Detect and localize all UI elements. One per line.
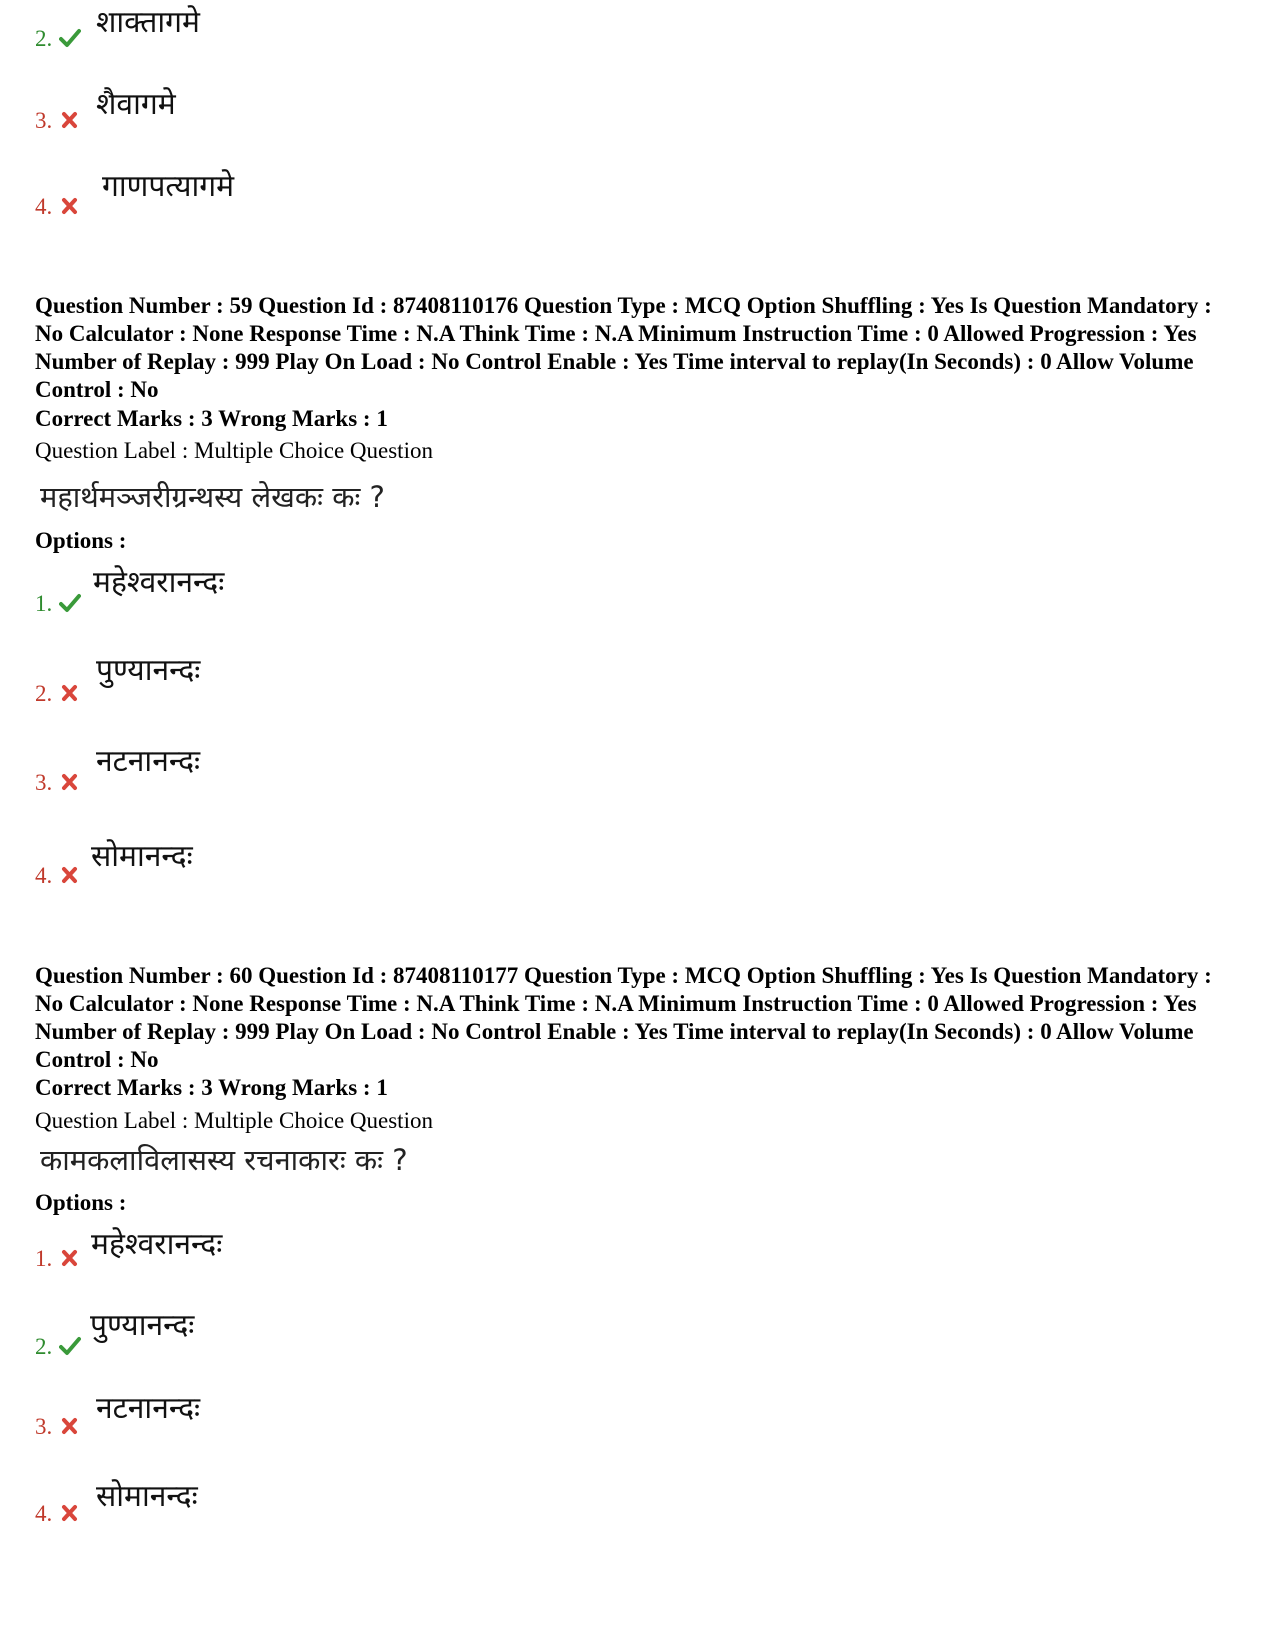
option-number: 4. (35, 1501, 53, 1526)
option-text: पुण्यानन्दः (90, 1308, 195, 1343)
options-heading: Options : (35, 528, 127, 553)
check-icon (59, 28, 81, 48)
options-heading: Options : (35, 1190, 127, 1215)
option-number: 2. (35, 681, 53, 706)
option-text: सोमानन्दः (91, 839, 193, 874)
option-number: 4. (35, 194, 53, 219)
option-number: 2. (35, 1334, 53, 1359)
question-label: Question Label : Multiple Choice Question (35, 438, 433, 463)
question-label: Question Label : Multiple Choice Question (35, 1108, 433, 1133)
option-number: 4. (35, 863, 53, 888)
option-text: नटनानन्दः (96, 744, 201, 779)
option-number: 3. (35, 108, 53, 133)
option-text: गाणपत्यागमे (102, 169, 235, 204)
cross-icon (59, 1416, 81, 1436)
check-icon (59, 1336, 81, 1356)
option-number: 1. (35, 1246, 53, 1271)
question-text: कामकलाविलासस्य रचनाकारः कः ? (40, 1143, 408, 1177)
option-number: 3. (35, 770, 53, 795)
cross-icon (59, 196, 81, 216)
question-meta: Question Number : 59 Question Id : 87408110176 Question Type : MCQ Option Shuffling : Yes Is Question Mandatory : No Calculator : None Response Time : N.A Think Time : N.A Minimum Instruction Time : 0 Allowed Progression : Yes Number of Replay : 999 Play On Load : No Control Enable : Yes Time interval to replay(In Seconds) : 0 Allow Volume Control : No (35, 293, 1212, 402)
option-text: सोमानन्दः (96, 1479, 198, 1514)
option-text: महेश्वरानन्दः (91, 1227, 223, 1262)
option-text: पुण्यानन्दः (96, 653, 201, 688)
option-number: 3. (35, 1414, 53, 1439)
question-marks: Correct Marks : 3 Wrong Marks : 1 (35, 406, 388, 431)
question-text: महार्थमञ्जरीग्रन्थस्य लेखकः कः ? (40, 480, 385, 514)
question-meta: Question Number : 60 Question Id : 87408110177 Question Type : MCQ Option Shuffling : Yes Is Question Mandatory : No Calculator : None Response Time : N.A Think Time : N.A Minimum Instruction Time : 0 Allowed Progression : Yes Number of Replay : 999 Play On Load : No Control Enable : Yes Time interval to replay(In Seconds) : 0 Allow Volume Control : No (35, 963, 1212, 1072)
option-number: 1. (35, 591, 53, 616)
cross-icon (59, 110, 81, 130)
cross-icon (59, 865, 81, 885)
option-number: 2. (35, 26, 53, 51)
option-text: नटनानन्दः (96, 1391, 201, 1426)
check-icon (59, 593, 81, 613)
cross-icon (59, 1248, 81, 1268)
cross-icon (59, 772, 81, 792)
option-text: शाक्तागमे (96, 5, 200, 40)
cross-icon (59, 1503, 81, 1523)
option-text: महेश्वरानन्दः (93, 565, 225, 600)
option-text: शैवागमे (96, 87, 176, 122)
cross-icon (59, 683, 81, 703)
question-marks: Correct Marks : 3 Wrong Marks : 1 (35, 1075, 388, 1100)
